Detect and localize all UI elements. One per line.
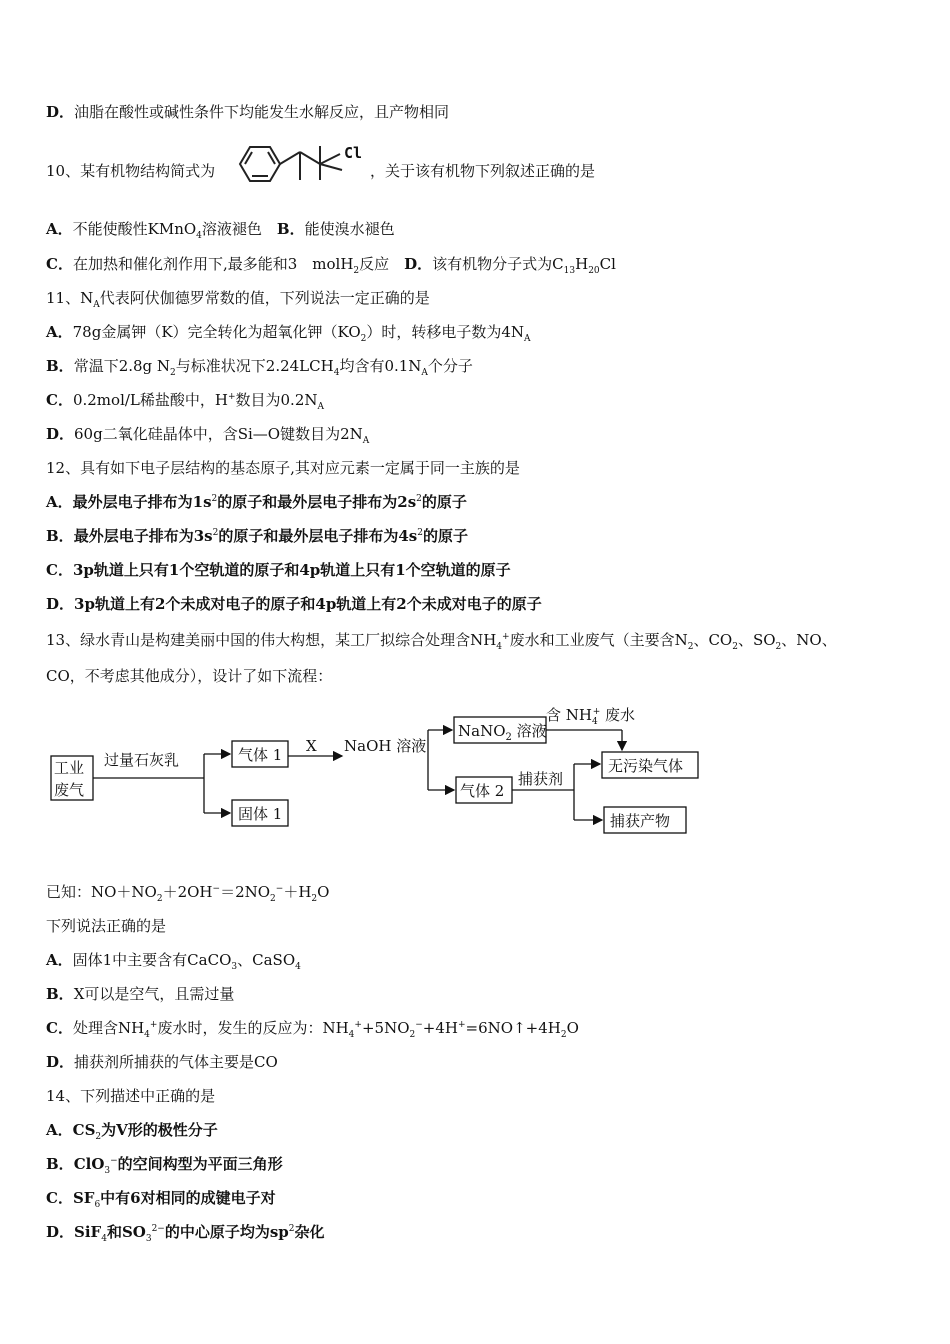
label-nh4-waste: 含 $NH_4+$ 废水 — [546, 706, 636, 727]
label-solid-1: 固体 1 — [238, 805, 283, 823]
q11-option-c: C．0.2mol/L稀盐酸中，H+数目为$0.2N_A$ — [46, 391, 324, 412]
q14-option-d: D．SiF$_4$和$SO_3^{2-}$的中心原子均为$sp^2$杂化 — [46, 1223, 325, 1244]
q14-option-a: A．$CS_2$为V形的极性分子 — [46, 1121, 218, 1142]
known-equation: 已知：$NO+NO_2+2OH^-=2NO_2^-+H_2O$ — [46, 883, 330, 904]
q12-option-d: D．3p轨道上有2个未成对电子的原子和4p轨道上有2个未成对电子的原子 — [46, 595, 542, 613]
q13-option-c: C．处理含$NH_4^+$废水时，发生的反应为：$NH_4^++5NO_2^-+4H^+=6NO↑+4H_2O$ — [46, 1019, 579, 1040]
q13-stem-line1: 13、绿水青山是构建美丽中国的伟大构想，某工厂拟综合处理含$NH_4^+$废水和工业废气（主要含$N_2$、$CO_2$、$SO_2$、NO、 — [46, 631, 837, 652]
q14-option-b: B．ClO$_3$−的空间构型为平面三角形 — [46, 1155, 283, 1176]
q13-option-d: D．捕获剂所捕获的气体主要是CO — [46, 1053, 278, 1071]
q12-stem: 12、具有如下电子层结构的基态原子,其对应元素一定属于同一主族的是 — [46, 459, 520, 477]
q10-stem-prefix: 10、某有机物结构简式为 — [46, 162, 216, 180]
process-flow-diagram — [40, 700, 720, 850]
q11-stem: 11、$N_A$代表阿伏伽德罗常数的值，下列说法一定正确的是 — [46, 289, 430, 310]
q12-option-c: C．3p轨道上只有1个空轨道的原子和4p轨道上只有1个空轨道的原子 — [46, 561, 511, 579]
label-lime: 过量石灰乳 — [104, 751, 180, 769]
label-waste-2: 废气 — [54, 781, 85, 799]
q9-option-d: D．油脂在酸性或碱性条件下均能发生水解反应，且产物相同 — [46, 103, 450, 121]
q13-ask: 下列说法正确的是 — [46, 917, 167, 935]
chlorine-label: Cl — [344, 144, 363, 162]
label-capture-agent: 捕获剂 — [518, 770, 564, 788]
label-clean-gas: 无污染气体 — [608, 757, 684, 775]
label-x: X — [306, 737, 317, 755]
q13-option-a: A．固体1中主要含有CaCO$_3$、CaSO$_4$ — [46, 951, 301, 972]
q13-option-b: B．X可以是空气，且需过量 — [46, 985, 235, 1003]
q14-option-c: C．$SF_6$中有6对相同的成键电子对 — [46, 1189, 276, 1210]
q11-option-b: B．常温下2.8g $N_2$与标准状况下$2.24LCH_4$均含有$0.1N_A$个分子 — [46, 357, 473, 378]
q12-option-b: B．最外层电子排布为$3s^2$的原子和最外层电子排布为$4s^2$的原子 — [46, 527, 468, 545]
structure-formula-image — [232, 140, 372, 186]
label-waste-1: 工业 — [54, 759, 85, 777]
label-capture-product: 捕获产物 — [610, 812, 671, 830]
q10-options-ab: A．不能使酸性KMnO$_4$溶液褪色 B．能使溴水褪色 — [46, 220, 395, 241]
label-gas-2: 气体 2 — [460, 782, 505, 800]
q14-stem: 14、下列描述中正确的是 — [46, 1087, 216, 1105]
q12-option-a: A．最外层电子排布为$1s^2$的原子和最外层电子排布为$2s^2$的原子 — [46, 493, 467, 511]
q10-stem-suffix: ，关于该有机物下列叙述正确的是 — [370, 162, 596, 180]
label-gas-1: 气体 1 — [238, 746, 283, 764]
label-nano2: NaNO$_2$ 溶液 — [458, 722, 547, 743]
q11-option-a: A．78g金属钾（K）完全转化为超氧化钾$(KO_2)$时，转移电子数为$4N_A$ — [46, 323, 531, 344]
label-naoh: NaOH 溶液 — [344, 737, 427, 755]
q11-option-d: D．60g二氧化硅晶体中，含Si—O键数目为$2N_A$ — [46, 425, 370, 446]
q13-stem-line2: CO，不考虑其他成分），设计了如下流程： — [46, 667, 333, 685]
q10-options-cd: C．在加热和催化剂作用下,最多能和3 molH$_2$反应 D．该有机物分子式为$C_{13}H_{20}Cl$ — [46, 255, 616, 276]
